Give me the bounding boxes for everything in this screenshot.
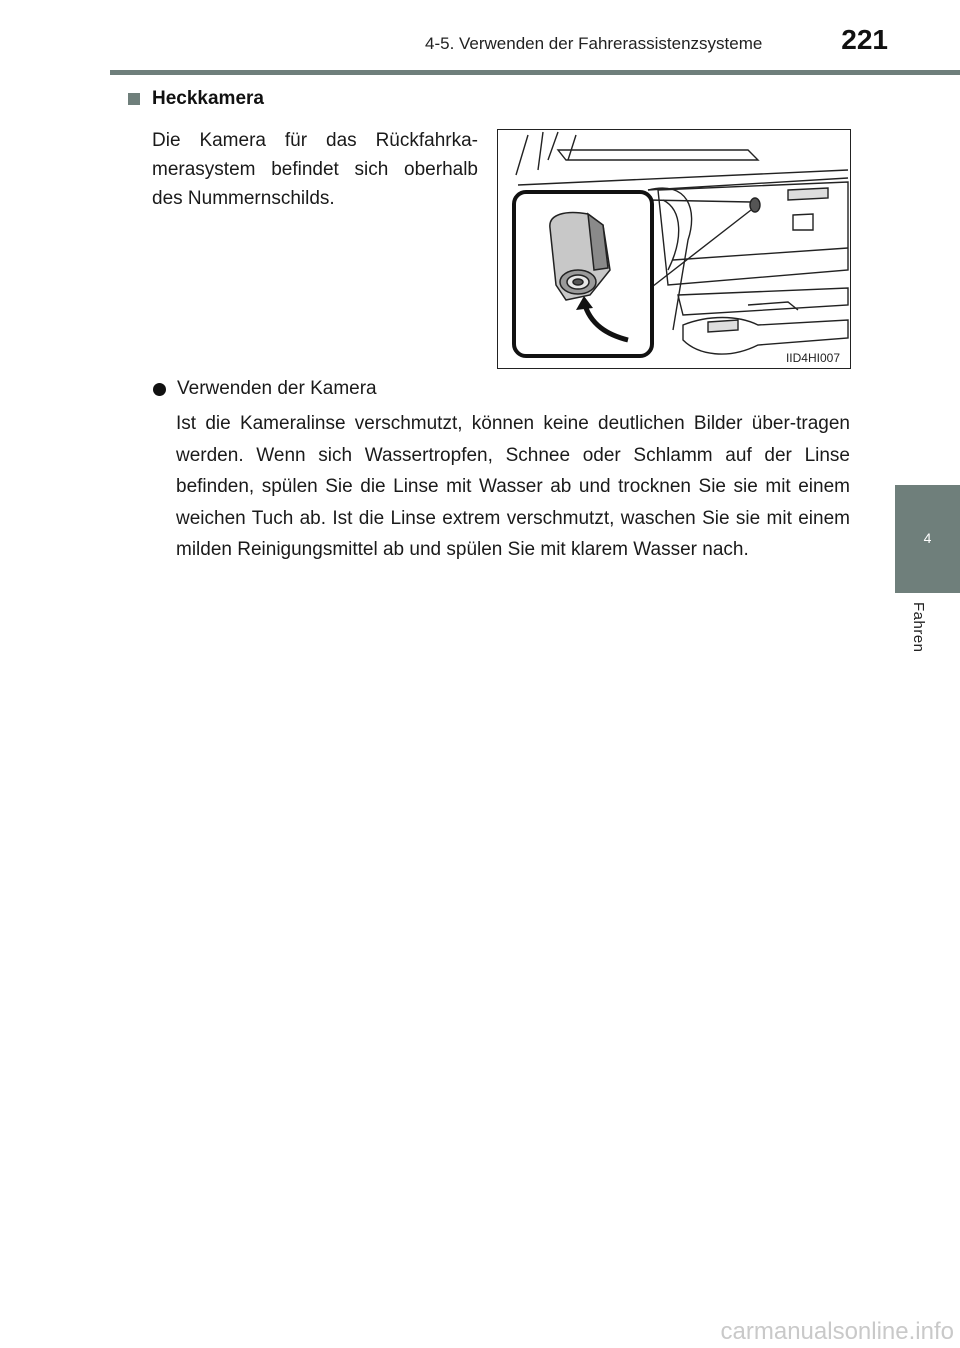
page-number: 221 <box>841 24 888 55</box>
header-section-title: 4-5. Verwenden der Fahrerassistenzsysteme <box>425 34 763 53</box>
bullet-title: Verwenden der Kamera <box>177 378 377 399</box>
section-square-icon <box>128 93 140 105</box>
header-rule <box>110 70 960 75</box>
section-title: Heckkamera <box>152 88 264 109</box>
intro-paragraph: Die Kamera für das Rückfahrka-merasystem befindet sich oberhalb des Nummernschilds. <box>152 130 478 209</box>
truck-rear-camera-icon <box>498 130 849 367</box>
chapter-tab-label: Fahren <box>910 602 927 653</box>
watermark: carmanualsonline.info <box>720 1318 954 1345</box>
bullet-icon <box>153 383 166 396</box>
bullet-paragraph: Ist die Kameralinse verschmutzt, können keine deutlichen Bilder über-tragen werden. Wenn sich Wassertropfen, Schnee oder Schlamm auf der Linse befinden, spülen Sie die Linse mit Wasser ab und trocknen Sie sie mit einem weichen Tuch ab. Ist die Linse extrem verschmutzt, waschen Sie sie mit einem milden Reinigungsmittel ab und spülen Sie mit klarem Wasser nach. <box>176 413 850 560</box>
figure-code: IID4HI007 <box>785 351 840 365</box>
camera-figure <box>497 129 851 369</box>
chapter-tab-number: 4 <box>923 530 932 546</box>
